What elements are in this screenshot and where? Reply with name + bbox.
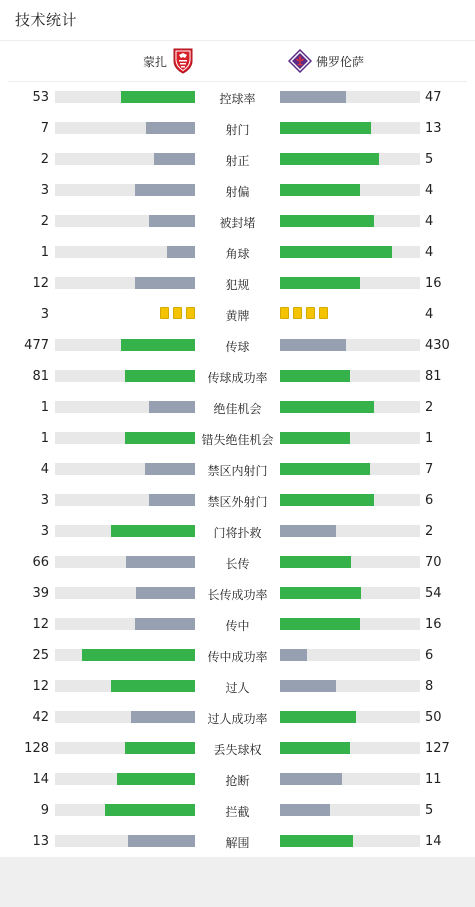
stat-row: [0, 113, 475, 144]
home-bar-fill: [136, 587, 195, 599]
home-stat-value: 3: [40, 307, 49, 322]
home-bar-track: [55, 432, 195, 444]
away-bar-fill: [280, 339, 346, 351]
home-stat-value: 7: [40, 121, 49, 136]
stat-label: 禁区外射门: [207, 495, 268, 509]
away-stat-value: 16: [425, 617, 442, 632]
home-stat-value: 12: [32, 617, 49, 632]
home-bar-track: [55, 215, 195, 227]
home-bar-track: [55, 835, 195, 847]
home-bar-fill: [125, 432, 195, 444]
home-stat-value: 3: [40, 493, 49, 508]
home-stat-value: 42: [32, 710, 49, 725]
stat-label: 传球: [225, 340, 250, 354]
away-bar-track: [280, 742, 420, 754]
away-stat-value: 6: [425, 648, 434, 663]
away-bar-fill: [280, 711, 356, 723]
stat-row: [0, 392, 475, 423]
home-stat-value: 39: [32, 586, 49, 601]
away-bar-fill: [280, 122, 371, 134]
stat-row: [0, 671, 475, 702]
away-stat-value: 1: [425, 431, 434, 446]
home-stat-value: 81: [32, 369, 49, 384]
stat-label: 过人成功率: [207, 712, 268, 726]
home-yellow-cards: [160, 307, 195, 320]
yellow-card-icon: [280, 307, 289, 319]
away-bar-fill: [280, 525, 336, 537]
home-bar-track: [55, 711, 195, 723]
away-stat-value: 54: [425, 586, 442, 601]
home-stat-value: 4: [40, 462, 49, 477]
stat-row: [0, 82, 475, 113]
yellow-card-icon: [186, 307, 195, 319]
home-bar-fill: [154, 153, 195, 165]
away-bar-fill: [280, 835, 353, 847]
home-stat-value: 1: [40, 400, 49, 415]
stat-row: [0, 702, 475, 733]
home-bar-fill: [126, 556, 195, 568]
stat-label: 传球成功率: [207, 371, 268, 385]
home-bar-fill: [135, 618, 195, 630]
stat-row: [0, 640, 475, 671]
away-bar-fill: [280, 556, 351, 568]
away-bar-track: [280, 401, 420, 413]
fiorentina-crest-icon: [288, 49, 312, 73]
away-bar-track: [280, 91, 420, 103]
stat-row: [0, 795, 475, 826]
away-bar-fill: [280, 742, 350, 754]
away-yellow-cards: [280, 307, 328, 320]
stat-label: 禁区内射门: [207, 464, 268, 478]
away-bar-track: [280, 370, 420, 382]
away-stat-value: 4: [425, 183, 434, 198]
stat-row: [0, 609, 475, 640]
away-bar-track: [280, 184, 420, 196]
home-bar-fill: [82, 649, 195, 661]
stat-label: 犯规: [225, 278, 250, 292]
home-bar-track: [55, 401, 195, 413]
home-bar-track: [55, 649, 195, 661]
home-bar-fill: [135, 277, 195, 289]
home-bar-track: [55, 680, 195, 692]
home-stat-value: 14: [32, 772, 49, 787]
home-bar-track: [55, 556, 195, 568]
away-bar-fill: [280, 277, 360, 289]
stat-row: [0, 423, 475, 454]
away-bar-fill: [280, 91, 346, 103]
away-bar-track: [280, 277, 420, 289]
away-stat-value: 5: [425, 803, 434, 818]
away-bar-fill: [280, 246, 392, 258]
home-bar-fill: [135, 184, 195, 196]
stat-label: 门将扑救: [213, 526, 262, 540]
stat-label: 传中成功率: [207, 650, 268, 664]
away-bar-fill: [280, 804, 330, 816]
home-stat-value: 13: [32, 834, 49, 849]
away-bar-track: [280, 339, 420, 351]
stat-row: [0, 485, 475, 516]
away-stat-value: 16: [425, 276, 442, 291]
away-bar-track: [280, 432, 420, 444]
away-bar-track: [280, 711, 420, 723]
yellow-card-icon: [173, 307, 182, 319]
home-bar-fill: [149, 494, 195, 506]
home-bar-track: [55, 525, 195, 537]
away-bar-fill: [280, 215, 374, 227]
stat-row: [0, 268, 475, 299]
home-bar-fill: [149, 215, 195, 227]
away-bar-track: [280, 680, 420, 692]
monza-crest-icon: [173, 48, 193, 74]
home-bar-track: [55, 618, 195, 630]
home-bar-fill: [117, 773, 195, 785]
home-stat-value: 53: [32, 90, 49, 105]
home-team-name: 蒙扎: [142, 55, 167, 69]
home-bar-fill: [131, 711, 195, 723]
away-bar-fill: [280, 680, 336, 692]
away-bar-fill: [280, 184, 360, 196]
home-bar-fill: [111, 525, 195, 537]
stat-label: 被封堵: [219, 216, 256, 230]
away-team-name: 佛罗伦萨: [316, 55, 365, 69]
away-stat-value: 430: [425, 338, 450, 353]
stat-row: [0, 547, 475, 578]
home-stat-value: 1: [40, 245, 49, 260]
away-bar-track: [280, 494, 420, 506]
stat-label: 抢断: [225, 774, 250, 788]
home-stat-value: 12: [32, 679, 49, 694]
stat-label: 角球: [225, 247, 250, 261]
stat-row: [0, 237, 475, 268]
away-bar-fill: [280, 463, 370, 475]
home-stat-value: 66: [32, 555, 49, 570]
away-stat-value: 14: [425, 834, 442, 849]
stat-label: 拦截: [225, 805, 250, 819]
home-stat-value: 2: [40, 152, 49, 167]
home-bar-track: [55, 153, 195, 165]
home-bar-fill: [125, 742, 195, 754]
away-stat-value: 8: [425, 679, 434, 694]
stat-label: 错失绝佳机会: [201, 433, 274, 447]
yellow-card-icon: [293, 307, 302, 319]
home-bar-track: [55, 742, 195, 754]
stat-row: [0, 299, 475, 330]
home-bar-track: [55, 804, 195, 816]
stat-label: 控球率: [219, 92, 256, 106]
home-bar-fill: [149, 401, 195, 413]
home-stat-value: 9: [40, 803, 49, 818]
away-bar-fill: [280, 773, 342, 785]
stat-row: [0, 175, 475, 206]
home-stat-value: 25: [32, 648, 49, 663]
teams-header: [0, 41, 475, 81]
away-bar-track: [280, 153, 420, 165]
home-stat-value: 3: [40, 183, 49, 198]
home-bar-track: [55, 91, 195, 103]
away-stat-value: 6: [425, 493, 434, 508]
home-bar-track: [55, 773, 195, 785]
away-stat-value: 2: [425, 400, 434, 415]
home-bar-fill: [111, 680, 195, 692]
away-bar-track: [280, 463, 420, 475]
away-stat-value: 4: [425, 245, 434, 260]
home-stat-value: 12: [32, 276, 49, 291]
home-bar-track: [55, 246, 195, 258]
away-bar-fill: [280, 494, 374, 506]
away-bar-fill: [280, 649, 307, 661]
away-stat-value: 7: [425, 462, 434, 477]
page-title: 技术统计: [15, 11, 78, 29]
away-bar-fill: [280, 618, 360, 630]
home-bar-fill: [105, 804, 195, 816]
yellow-card-icon: [160, 307, 169, 319]
away-bar-fill: [280, 401, 374, 413]
away-bar-fill: [280, 432, 350, 444]
away-bar-fill: [280, 587, 361, 599]
away-stat-value: 2: [425, 524, 434, 539]
home-bar-track: [55, 277, 195, 289]
stat-label: 绝佳机会: [213, 402, 262, 416]
stat-label: 长传: [225, 557, 250, 571]
away-stat-value: 47: [425, 90, 442, 105]
stat-row: [0, 578, 475, 609]
stat-row: [0, 764, 475, 795]
stat-label: 射偏: [225, 185, 250, 199]
away-stat-value: 127: [425, 741, 450, 756]
stat-label: 传中: [225, 619, 250, 633]
home-bar-fill: [167, 246, 195, 258]
stat-label: 解围: [225, 836, 250, 850]
away-bar-track: [280, 246, 420, 258]
away-stat-value: 70: [425, 555, 442, 570]
home-stat-value: 477: [24, 338, 49, 353]
home-stat-value: 1: [40, 431, 49, 446]
home-bar-fill: [121, 91, 195, 103]
stat-row: [0, 826, 475, 857]
stat-row: [0, 330, 475, 361]
home-bar-track: [55, 587, 195, 599]
home-bar-fill: [128, 835, 195, 847]
home-bar-fill: [125, 370, 195, 382]
home-bar-track: [55, 494, 195, 506]
stat-label: 长传成功率: [207, 588, 268, 602]
away-bar-fill: [280, 153, 379, 165]
home-bar-track: [55, 463, 195, 475]
home-bar-fill: [146, 122, 195, 134]
stat-row: [0, 454, 475, 485]
stat-row: [0, 361, 475, 392]
away-bar-track: [280, 618, 420, 630]
home-bar-track: [55, 339, 195, 351]
home-bar-track: [55, 370, 195, 382]
away-stat-value: 50: [425, 710, 442, 725]
away-bar-track: [280, 835, 420, 847]
away-stat-value: 13: [425, 121, 442, 136]
away-bar-track: [280, 773, 420, 785]
yellow-card-icon: [319, 307, 328, 319]
away-bar-track: [280, 587, 420, 599]
away-bar-track: [280, 525, 420, 537]
away-stat-value: 4: [425, 214, 434, 229]
stat-row: [0, 144, 475, 175]
away-bar-fill: [280, 370, 350, 382]
stat-label: 过人: [225, 681, 250, 695]
away-bar-track: [280, 215, 420, 227]
stat-row: [0, 516, 475, 547]
stat-label: 射正: [225, 154, 250, 168]
yellow-card-icon: [306, 307, 315, 319]
stat-row: [0, 206, 475, 237]
home-stat-value: 2: [40, 214, 49, 229]
away-stat-value: 4: [425, 307, 434, 322]
home-stat-value: 128: [24, 741, 49, 756]
away-stat-value: 11: [425, 772, 442, 787]
away-bar-track: [280, 804, 420, 816]
away-bar-track: [280, 649, 420, 661]
home-bar-track: [55, 122, 195, 134]
away-bar-track: [280, 556, 420, 568]
stat-row: [0, 733, 475, 764]
home-stat-value: 3: [40, 524, 49, 539]
home-bar-track: [55, 184, 195, 196]
away-stat-value: 5: [425, 152, 434, 167]
away-stat-value: 81: [425, 369, 442, 384]
home-bar-fill: [121, 339, 195, 351]
away-bar-track: [280, 122, 420, 134]
stat-label: 射门: [225, 123, 250, 137]
home-bar-fill: [145, 463, 195, 475]
stat-label: 丢失球权: [213, 743, 262, 757]
stat-label: 黄牌: [225, 309, 250, 323]
